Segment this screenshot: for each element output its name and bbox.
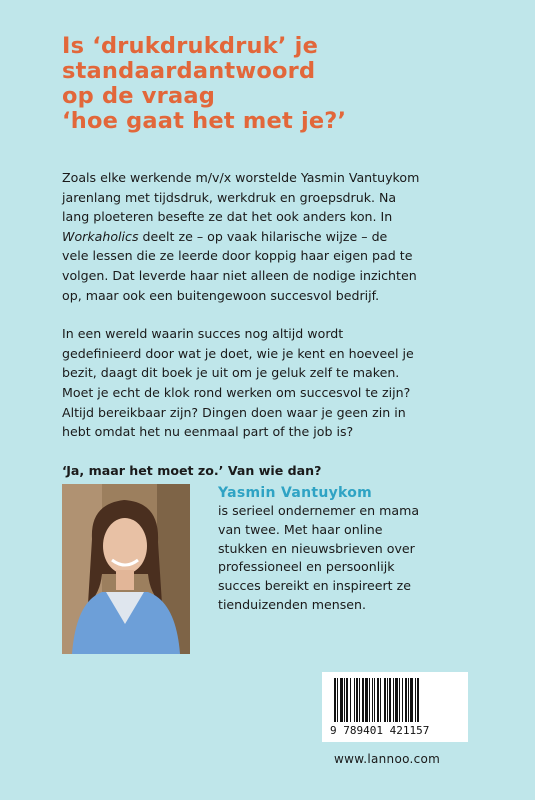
author-portrait-image xyxy=(62,484,190,654)
blurb-line: volgen. Dat leverde haar niet alleen de nodige inzichten xyxy=(62,267,417,283)
author-bio-line: succes bereikt en inspireert ze xyxy=(218,578,411,594)
blurb-line: jarenlang met tijdsdruk, werkdruk en groepsdruk. Na xyxy=(62,189,397,205)
barcode xyxy=(322,672,468,742)
blurb-line: vele lessen die ze leerde door koppig haar eigen pad te xyxy=(62,248,413,264)
blurb-line-rest: deelt ze – op vaak hilarische wijze – de xyxy=(138,228,388,244)
headline-line: ‘hoe gaat het met je?’ xyxy=(62,108,347,134)
blurb xyxy=(62,168,482,480)
author-bio-line: stukken en nieuwsbrieven over xyxy=(218,540,415,556)
headline-line: op de vraag xyxy=(62,83,216,109)
isbn-number: 9 789401 421157 xyxy=(330,724,430,737)
headline xyxy=(62,34,502,134)
barcode-bars xyxy=(334,678,456,724)
author-bio-line: professioneel en persoonlijk xyxy=(218,559,395,575)
blurb-line: gedefinieerd door wat je doet, wie je kent en hoeveel je xyxy=(62,345,414,361)
blurb-line: hebt omdat het nu eenmaal part of the job is? xyxy=(62,424,354,440)
blurb-line: lang ploeteren besefte ze dat het ook anders kon. In xyxy=(62,209,393,225)
blurb-paragraph-2 xyxy=(62,324,482,442)
author-name: Yasmin Vantuykom xyxy=(218,485,373,501)
blurb-line: Altijd bereikbaar zijn? Dingen doen waar je geen zin in xyxy=(62,404,406,420)
blurb-line xyxy=(62,227,482,247)
blurb-line: op, maar ook een buitengewoon succesvol bedrijf. xyxy=(62,287,380,303)
closing-line: ‘Ja, maar het moet zo.’ Van wie dan? xyxy=(62,462,322,478)
book-title-italic: Workaholics xyxy=(62,228,139,244)
blurb-paragraph-1 xyxy=(62,168,482,305)
blurb-line: bezit, daagt dit boek je uit om je geluk zelf te maken. xyxy=(62,365,400,381)
headline-line: Is ‘drukdrukdruk’ je xyxy=(62,33,319,59)
headline-line: standaardantwoord xyxy=(62,58,316,84)
author-bio-line: van twee. Met haar online xyxy=(218,521,383,537)
author-bio xyxy=(218,484,498,615)
blurb-line: In een wereld waarin succes nog altijd wordt xyxy=(62,326,344,342)
author-bio-line: is serieel ondernemer en mama xyxy=(218,503,420,518)
blurb-line: Moet je echt de klok rond werken om succesvol te zijn? xyxy=(62,384,411,400)
author-photo xyxy=(62,484,190,654)
publisher-website: www.lannoo.com xyxy=(334,752,441,766)
author-bio-line: tienduizenden mensen. xyxy=(218,596,367,612)
blurb-line: Zoals elke werkende m/v/x worstelde Yasmin Vantuykom xyxy=(62,170,420,185)
